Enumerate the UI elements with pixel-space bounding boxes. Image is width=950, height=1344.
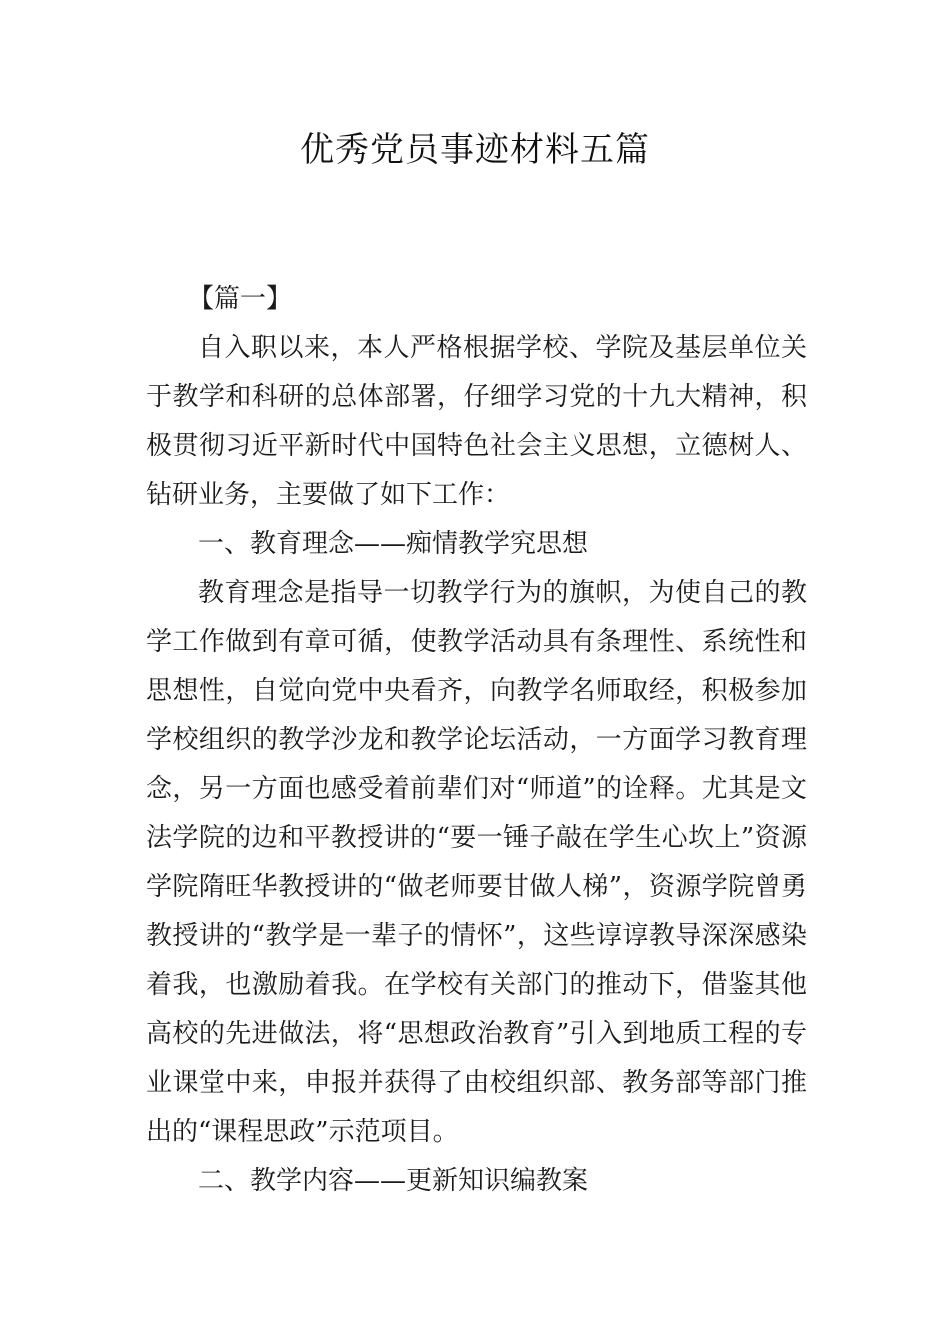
section-label: 【篇一】 (188, 284, 293, 314)
document-title: 优秀党员事迹材料五篇 (300, 130, 650, 170)
section-heading-1: 一、教育理念——痴情教学究思想 (198, 529, 589, 559)
intro-paragraph: 自入职以来，本人严格根据学校、学院及基层单位关于教学和科研的总体部署，仔细学习党的十九大精神，积极贯彻习近平新时代中国特色社会主义思想，立德树人、钻研业务，主要做了如下工作： (146, 333, 807, 510)
section-heading-2: 二、教学内容——更新知识编教案 (198, 1166, 589, 1196)
document-body (146, 275, 807, 1206)
body-paragraph-1: 教育理念是指导一切教学行为的旗帜，为使自己的教学工作做到有章可循，使教学活动具有条理性、系统性和思想性，自觉向党中央看齐，向教学名师取经，积极参加学校组织的教学沙龙和教学论坛活动，一方面学习教育理念，另一方面也感受着前辈们对“师道”的诠释。尤其是文法学院的边和平教授讲的“要一锤子敲在学生心坎上”资源学院隋旺华教授讲的“做老师要甘做人梯”，资源学院曾勇教授讲的“教学是一辈子的情怀”，这些谆谆教导深深感染着我，也激励着我。在学校有关部门的推动下，借鉴其他高校的先进做法，将“思想政治教育”引入到地质工程的专业课堂中来，申报并获得了由校组织部、教务部等部门推出的“课程思政”示范项目。 (146, 578, 807, 1147)
